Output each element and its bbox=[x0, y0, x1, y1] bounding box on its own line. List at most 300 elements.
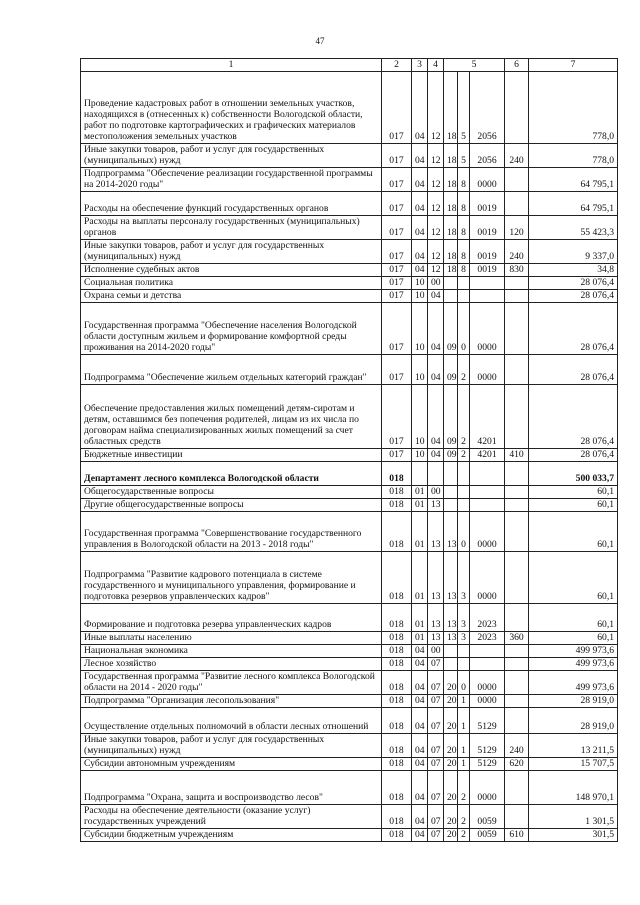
subprogram-code: 1 bbox=[458, 758, 470, 771]
subsection-code: 00 bbox=[428, 645, 444, 658]
section-code: 04 bbox=[412, 734, 428, 758]
direction-code: 4201 bbox=[470, 449, 505, 462]
subprogram-code: 0 bbox=[458, 512, 470, 552]
amount: 64 795,1 bbox=[529, 168, 618, 192]
program-code: 13 bbox=[444, 552, 458, 604]
subprogram-code: 2 bbox=[458, 771, 470, 805]
amount: 28 919,0 bbox=[529, 695, 618, 708]
item-name: Исполнение судебных актов bbox=[81, 264, 382, 277]
direction-code: 0000 bbox=[470, 303, 505, 355]
subprogram-code: 3 bbox=[458, 552, 470, 604]
admin-code: 018 bbox=[382, 758, 412, 771]
table-row bbox=[81, 168, 618, 192]
expense-type-code bbox=[505, 695, 529, 708]
subprogram-code: 2 bbox=[458, 449, 470, 462]
subprogram-code bbox=[458, 658, 470, 671]
expense-type-code bbox=[505, 192, 529, 216]
amount: 778,0 bbox=[529, 72, 618, 144]
admin-code: 018 bbox=[382, 695, 412, 708]
subsection-code: 04 bbox=[428, 355, 444, 385]
subprogram-code: 5 bbox=[458, 144, 470, 168]
program-code: 09 bbox=[444, 385, 458, 449]
subprogram-code: 5 bbox=[458, 72, 470, 144]
table-row bbox=[81, 604, 618, 632]
amount: 499 973,6 bbox=[529, 658, 618, 671]
table-row bbox=[81, 264, 618, 277]
table-row bbox=[81, 385, 618, 449]
direction-code: 0000 bbox=[470, 552, 505, 604]
subsection-code: 07 bbox=[428, 829, 444, 842]
item-name: Подпрограмма "Охрана, защита и воспроизводство лесов" bbox=[81, 771, 382, 805]
expense-type-code: 410 bbox=[505, 449, 529, 462]
amount: 301,5 bbox=[529, 829, 618, 842]
subprogram-code: 3 bbox=[458, 632, 470, 645]
expense-type-code bbox=[505, 290, 529, 303]
subsection-code: 07 bbox=[428, 671, 444, 695]
subprogram-code: 3 bbox=[458, 604, 470, 632]
subprogram-code: 1 bbox=[458, 734, 470, 758]
admin-code: 018 bbox=[382, 486, 412, 499]
amount: 499 973,6 bbox=[529, 671, 618, 695]
item-name: Формирование и подготовка резерва управленческих кадров bbox=[81, 604, 382, 632]
program-code: 20 bbox=[444, 758, 458, 771]
admin-code: 018 bbox=[382, 499, 412, 512]
expense-type-code bbox=[505, 168, 529, 192]
expense-type-code: 120 bbox=[505, 216, 529, 240]
expense-type-code: 610 bbox=[505, 829, 529, 842]
subprogram-code: 2 bbox=[458, 829, 470, 842]
direction-code: 5129 bbox=[470, 758, 505, 771]
subsection-code: 07 bbox=[428, 695, 444, 708]
table-row bbox=[81, 805, 618, 829]
item-name: Государственная программа "Совершенствование государственного управления в Вологодской области на 2013 - 2018 годы" bbox=[81, 512, 382, 552]
direction-code: 4201 bbox=[470, 385, 505, 449]
subsection-code: 04 bbox=[428, 303, 444, 355]
expense-type-code: 240 bbox=[505, 734, 529, 758]
program-code: 20 bbox=[444, 829, 458, 842]
section-code: 04 bbox=[412, 695, 428, 708]
expense-type-code: 620 bbox=[505, 758, 529, 771]
amount: 15 707,5 bbox=[529, 758, 618, 771]
table-row bbox=[81, 499, 618, 512]
amount: 28 076,4 bbox=[529, 449, 618, 462]
expense-type-code bbox=[505, 708, 529, 734]
program-code: 18 bbox=[444, 168, 458, 192]
section-code: 04 bbox=[412, 771, 428, 805]
direction-code: 0059 bbox=[470, 829, 505, 842]
expense-type-code bbox=[505, 72, 529, 144]
expense-type-code bbox=[505, 552, 529, 604]
admin-code: 018 bbox=[382, 632, 412, 645]
item-name: Иные закупки товаров, работ и услуг для государственных (муниципальных) нужд bbox=[81, 144, 382, 168]
table-row bbox=[81, 632, 618, 645]
table-row bbox=[81, 277, 618, 290]
subprogram-code: 8 bbox=[458, 192, 470, 216]
expense-type-code bbox=[505, 499, 529, 512]
admin-code: 017 bbox=[382, 192, 412, 216]
program-code: 20 bbox=[444, 734, 458, 758]
amount: 60,1 bbox=[529, 512, 618, 552]
direction-code: 0000 bbox=[470, 671, 505, 695]
admin-code: 018 bbox=[382, 645, 412, 658]
subsection-code: 04 bbox=[428, 385, 444, 449]
expense-type-code bbox=[505, 771, 529, 805]
amount: 55 423,3 bbox=[529, 216, 618, 240]
expense-type-code: 240 bbox=[505, 144, 529, 168]
section-code: 10 bbox=[412, 303, 428, 355]
item-name: Бюджетные инвестиции bbox=[81, 449, 382, 462]
expense-type-code bbox=[505, 277, 529, 290]
section-code: 01 bbox=[412, 552, 428, 604]
direction-code: 2056 bbox=[470, 72, 505, 144]
direction-code: 5129 bbox=[470, 708, 505, 734]
item-name: Национальная экономика bbox=[81, 645, 382, 658]
subprogram-code: 2 bbox=[458, 805, 470, 829]
program-code bbox=[444, 277, 458, 290]
table-row bbox=[81, 771, 618, 805]
direction-code bbox=[470, 658, 505, 671]
admin-code: 018 bbox=[382, 604, 412, 632]
expense-type-code: 830 bbox=[505, 264, 529, 277]
program-code: 20 bbox=[444, 771, 458, 805]
direction-code: 0059 bbox=[470, 805, 505, 829]
direction-code: 2023 bbox=[470, 604, 505, 632]
subsection-code: 12 bbox=[428, 144, 444, 168]
header-col-7: 7 bbox=[529, 59, 618, 72]
admin-code: 018 bbox=[382, 512, 412, 552]
subprogram-code: 2 bbox=[458, 385, 470, 449]
table-row bbox=[81, 462, 618, 486]
program-code: 09 bbox=[444, 355, 458, 385]
subprogram-code: 8 bbox=[458, 168, 470, 192]
program-code: 18 bbox=[444, 216, 458, 240]
subprogram-code bbox=[458, 486, 470, 499]
section-code: 04 bbox=[412, 829, 428, 842]
section-code: 04 bbox=[412, 645, 428, 658]
program-code: 20 bbox=[444, 805, 458, 829]
section-code: 10 bbox=[412, 290, 428, 303]
program-code: 13 bbox=[444, 632, 458, 645]
table-row bbox=[81, 671, 618, 695]
admin-code: 017 bbox=[382, 355, 412, 385]
item-name: Другие общегосударственные вопросы bbox=[81, 499, 382, 512]
amount: 60,1 bbox=[529, 552, 618, 604]
amount: 28 076,4 bbox=[529, 355, 618, 385]
item-name: Государственная программа "Обеспечение населения Вологодской области доступным жильем и формирование комфортной среды проживания на 2014-2020 годы" bbox=[81, 303, 382, 355]
table-row bbox=[81, 192, 618, 216]
program-code bbox=[444, 499, 458, 512]
subsection-code: 07 bbox=[428, 771, 444, 805]
direction-code bbox=[470, 462, 505, 486]
header-row bbox=[81, 59, 618, 72]
section-code: 04 bbox=[412, 658, 428, 671]
item-name: Расходы на выплаты персоналу государственных (муниципальных) органов bbox=[81, 216, 382, 240]
table-row bbox=[81, 240, 618, 264]
subsection-code: 13 bbox=[428, 632, 444, 645]
section-code: 01 bbox=[412, 486, 428, 499]
direction-code: 0019 bbox=[470, 192, 505, 216]
subsection-code: 12 bbox=[428, 264, 444, 277]
expense-type-code bbox=[505, 462, 529, 486]
subprogram-code: 1 bbox=[458, 708, 470, 734]
admin-code: 018 bbox=[382, 552, 412, 604]
amount: 60,1 bbox=[529, 486, 618, 499]
admin-code: 018 bbox=[382, 829, 412, 842]
section-code: 10 bbox=[412, 355, 428, 385]
subsection-code: 00 bbox=[428, 277, 444, 290]
subprogram-code: 0 bbox=[458, 671, 470, 695]
section-code: 01 bbox=[412, 604, 428, 632]
admin-code: 017 bbox=[382, 216, 412, 240]
page-number: 47 bbox=[315, 36, 325, 46]
program-code: 18 bbox=[444, 240, 458, 264]
amount: 148 970,1 bbox=[529, 771, 618, 805]
amount: 60,1 bbox=[529, 604, 618, 632]
item-name: Субсидии бюджетным учреждениям bbox=[81, 829, 382, 842]
expense-type-code bbox=[505, 604, 529, 632]
table-row bbox=[81, 449, 618, 462]
item-name: Иные выплаты населению bbox=[81, 632, 382, 645]
amount: 9 337,0 bbox=[529, 240, 618, 264]
item-name: Подпрограмма "Обеспечение реализации государственной программы на 2014-2020 годы" bbox=[81, 168, 382, 192]
admin-code: 018 bbox=[382, 658, 412, 671]
item-name: Субсидии автономным учреждениям bbox=[81, 758, 382, 771]
program-code bbox=[444, 645, 458, 658]
header-col-3: 3 bbox=[412, 59, 428, 72]
program-code: 20 bbox=[444, 708, 458, 734]
expense-type-code: 240 bbox=[505, 240, 529, 264]
program-code: 18 bbox=[444, 72, 458, 144]
direction-code bbox=[470, 277, 505, 290]
program-code: 18 bbox=[444, 264, 458, 277]
header-col-4: 4 bbox=[428, 59, 444, 72]
admin-code: 017 bbox=[382, 72, 412, 144]
direction-code: 0000 bbox=[470, 355, 505, 385]
subsection-code: 00 bbox=[428, 486, 444, 499]
direction-code: 0000 bbox=[470, 168, 505, 192]
section-code: 04 bbox=[412, 708, 428, 734]
program-code bbox=[444, 486, 458, 499]
admin-code: 018 bbox=[382, 462, 412, 486]
amount: 1 301,5 bbox=[529, 805, 618, 829]
section-code: 04 bbox=[412, 168, 428, 192]
section-code: 04 bbox=[412, 805, 428, 829]
table-row bbox=[81, 512, 618, 552]
subprogram-code: 1 bbox=[458, 695, 470, 708]
amount: 13 211,5 bbox=[529, 734, 618, 758]
table-row bbox=[81, 758, 618, 771]
expense-type-code bbox=[505, 671, 529, 695]
section-code: 04 bbox=[412, 192, 428, 216]
table-row bbox=[81, 708, 618, 734]
direction-code bbox=[470, 499, 505, 512]
table-row bbox=[81, 695, 618, 708]
item-name: Расходы на обеспечение функций государственных органов bbox=[81, 192, 382, 216]
admin-code: 017 bbox=[382, 303, 412, 355]
section-code: 01 bbox=[412, 632, 428, 645]
section-code: 04 bbox=[412, 240, 428, 264]
subsection-code: 12 bbox=[428, 240, 444, 264]
section-code: 10 bbox=[412, 449, 428, 462]
table-row bbox=[81, 552, 618, 604]
expense-type-code bbox=[505, 658, 529, 671]
item-name: Обеспечение предоставления жилых помещений детям-сиротам и детям, оставшимся без попечения родителей, лицам из их числа по договорам найма специализированных жилых помещений за счет областных средств bbox=[81, 385, 382, 449]
subsection-code: 07 bbox=[428, 658, 444, 671]
subsection-code: 12 bbox=[428, 168, 444, 192]
program-code: 13 bbox=[444, 604, 458, 632]
section-code: 04 bbox=[412, 72, 428, 144]
section-code bbox=[412, 462, 428, 486]
expense-type-code bbox=[505, 645, 529, 658]
subsection-code: 12 bbox=[428, 72, 444, 144]
table-row bbox=[81, 645, 618, 658]
amount: 499 973,6 bbox=[529, 645, 618, 658]
section-code: 10 bbox=[412, 385, 428, 449]
direction-code: 0019 bbox=[470, 216, 505, 240]
admin-code: 018 bbox=[382, 771, 412, 805]
direction-code: 0000 bbox=[470, 695, 505, 708]
header-col-6: 6 bbox=[505, 59, 529, 72]
subsection-code: 04 bbox=[428, 449, 444, 462]
header-col-2: 2 bbox=[382, 59, 412, 72]
direction-code: 2056 bbox=[470, 144, 505, 168]
subprogram-code bbox=[458, 499, 470, 512]
table-row bbox=[81, 303, 618, 355]
admin-code: 018 bbox=[382, 671, 412, 695]
item-name: Осуществление отдельных полномочий в области лесных отношений bbox=[81, 708, 382, 734]
admin-code: 017 bbox=[382, 385, 412, 449]
subsection-code: 07 bbox=[428, 758, 444, 771]
section-code: 10 bbox=[412, 277, 428, 290]
subsection-code: 13 bbox=[428, 512, 444, 552]
table-row bbox=[81, 658, 618, 671]
header-col-1: 1 bbox=[81, 59, 382, 72]
admin-code: 017 bbox=[382, 277, 412, 290]
subprogram-code bbox=[458, 645, 470, 658]
direction-code: 0019 bbox=[470, 240, 505, 264]
program-code: 09 bbox=[444, 449, 458, 462]
subsection-code: 12 bbox=[428, 216, 444, 240]
item-name: Охрана семьи и детства bbox=[81, 290, 382, 303]
item-name: Проведение кадастровых работ в отношении земельных участков, находящихся в (отнесенных к) собственности Вологодской области, работ по подготовке картографических и графических материалов местоположения земельных участков bbox=[81, 72, 382, 144]
table-row bbox=[81, 144, 618, 168]
expense-type-code bbox=[505, 512, 529, 552]
admin-code: 017 bbox=[382, 449, 412, 462]
subsection-code: 13 bbox=[428, 552, 444, 604]
amount: 64 795,1 bbox=[529, 192, 618, 216]
section-code: 04 bbox=[412, 144, 428, 168]
table-row bbox=[81, 486, 618, 499]
subsection-code: 07 bbox=[428, 708, 444, 734]
expense-type-code bbox=[505, 355, 529, 385]
item-name: Иные закупки товаров, работ и услуг для государственных (муниципальных) нужд bbox=[81, 734, 382, 758]
expense-type-code bbox=[505, 303, 529, 355]
expense-type-code bbox=[505, 486, 529, 499]
direction-code bbox=[470, 486, 505, 499]
subsection-code: 07 bbox=[428, 805, 444, 829]
admin-code: 018 bbox=[382, 734, 412, 758]
subsection-code: 12 bbox=[428, 192, 444, 216]
subprogram-code: 8 bbox=[458, 240, 470, 264]
item-name: Подпрограмма "Обеспечение жильем отдельных категорий граждан" bbox=[81, 355, 382, 385]
table-row bbox=[81, 829, 618, 842]
budget-table bbox=[80, 58, 618, 842]
header-col-5: 5 bbox=[444, 59, 505, 72]
admin-code: 018 bbox=[382, 805, 412, 829]
amount: 28 919,0 bbox=[529, 708, 618, 734]
subprogram-code bbox=[458, 462, 470, 486]
admin-code: 017 bbox=[382, 168, 412, 192]
expense-type-code: 360 bbox=[505, 632, 529, 645]
item-name: Общегосударственные вопросы bbox=[81, 486, 382, 499]
program-code: 13 bbox=[444, 512, 458, 552]
section-code: 01 bbox=[412, 512, 428, 552]
subsection-code: 13 bbox=[428, 499, 444, 512]
table-row bbox=[81, 72, 618, 144]
item-name: Государственная программа "Развитие лесного комплекса Вологодской области на 2014 - 2020 годы" bbox=[81, 671, 382, 695]
admin-code: 017 bbox=[382, 264, 412, 277]
item-name: Подпрограмма "Организация лесопользования" bbox=[81, 695, 382, 708]
direction-code: 0019 bbox=[470, 264, 505, 277]
program-code: 20 bbox=[444, 695, 458, 708]
section-code: 04 bbox=[412, 758, 428, 771]
table-row bbox=[81, 216, 618, 240]
admin-code: 017 bbox=[382, 240, 412, 264]
program-code bbox=[444, 658, 458, 671]
amount: 28 076,4 bbox=[529, 385, 618, 449]
subprogram-code: 2 bbox=[458, 355, 470, 385]
admin-code: 017 bbox=[382, 290, 412, 303]
direction-code bbox=[470, 645, 505, 658]
subprogram-code bbox=[458, 290, 470, 303]
subprogram-code: 8 bbox=[458, 216, 470, 240]
amount: 28 076,4 bbox=[529, 277, 618, 290]
subsection-code: 07 bbox=[428, 734, 444, 758]
amount: 778,0 bbox=[529, 144, 618, 168]
direction-code: 0000 bbox=[470, 512, 505, 552]
table-row bbox=[81, 355, 618, 385]
subsection-code bbox=[428, 462, 444, 486]
section-code: 04 bbox=[412, 216, 428, 240]
section-code: 01 bbox=[412, 499, 428, 512]
subsection-code: 13 bbox=[428, 604, 444, 632]
program-code bbox=[444, 290, 458, 303]
table-row bbox=[81, 290, 618, 303]
admin-code: 017 bbox=[382, 144, 412, 168]
admin-code: 018 bbox=[382, 708, 412, 734]
subsection-code: 04 bbox=[428, 290, 444, 303]
amount: 60,1 bbox=[529, 499, 618, 512]
program-code: 18 bbox=[444, 144, 458, 168]
expense-type-code bbox=[505, 805, 529, 829]
direction-code bbox=[470, 290, 505, 303]
expense-type-code bbox=[505, 385, 529, 449]
section-code: 04 bbox=[412, 264, 428, 277]
direction-code: 2023 bbox=[470, 632, 505, 645]
program-code: 18 bbox=[444, 192, 458, 216]
amount: 34,8 bbox=[529, 264, 618, 277]
program-code: 09 bbox=[444, 303, 458, 355]
amount: 500 033,7 bbox=[529, 462, 618, 486]
program-code: 20 bbox=[444, 671, 458, 695]
subprogram-code: 0 bbox=[458, 303, 470, 355]
item-name: Подпрограмма "Развитие кадрового потенциала в системе государственного и муниципального управления, формирование и подготовка резервов управленческих кадров" bbox=[81, 552, 382, 604]
program-code bbox=[444, 462, 458, 486]
item-name: Департамент лесного комплекса Вологодской области bbox=[81, 462, 382, 486]
direction-code: 0000 bbox=[470, 771, 505, 805]
section-code: 04 bbox=[412, 671, 428, 695]
amount: 28 076,4 bbox=[529, 290, 618, 303]
